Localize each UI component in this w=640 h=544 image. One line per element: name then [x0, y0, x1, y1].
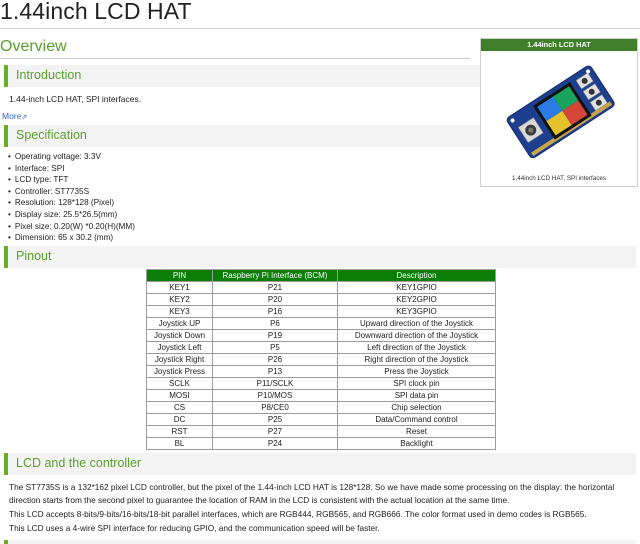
pin-cell: KEY2 — [147, 294, 213, 306]
pin-cell: Joystick UP — [147, 318, 213, 330]
bcm-cell: P16 — [213, 306, 338, 318]
spec-item: • Pixel size: 0.20(W) *0.20(H)(MM) — [8, 221, 135, 233]
image-caption: 1.44inch LCD HAT, SPI interfaces — [511, 175, 607, 182]
lcd-paragraph: This LCD uses a 4-wire SPI interface for reducing GPIO, and the communication speed will be faster. — [9, 523, 380, 533]
pin-cell: BL — [147, 438, 213, 450]
table-row — [147, 414, 496, 426]
description-cell: Left direction of the Joystick — [338, 342, 496, 354]
pin-cell: Joystick Press — [147, 366, 213, 378]
table-row — [147, 378, 496, 390]
lcd-hat-product-image[interactable] — [481, 51, 637, 171]
spec-item: • Resolution: 128*128 (Pixel) — [8, 197, 135, 209]
column-header: PIN — [147, 270, 213, 282]
table-row — [147, 294, 496, 306]
pin-cell: MOSI — [147, 390, 213, 402]
pin-cell: Joystick Left — [147, 342, 213, 354]
table-row — [147, 330, 496, 342]
description-cell: SPI data pin — [338, 390, 496, 402]
table-row — [147, 318, 496, 330]
description-cell: KEY3GPIO — [338, 306, 496, 318]
pinout-table — [146, 269, 496, 450]
bcm-cell: P5 — [213, 342, 338, 354]
bcm-cell: P25 — [213, 414, 338, 426]
spec-item: • Operating voltage: 3.3V — [8, 151, 135, 163]
table-row — [147, 390, 496, 402]
spec-item: • Controller: ST7735S — [8, 186, 135, 198]
pin-cell: SCLK — [147, 378, 213, 390]
description-cell: Backlight — [338, 438, 496, 450]
bcm-cell: P21 — [213, 282, 338, 294]
bcm-cell: P19 — [213, 330, 338, 342]
bcm-cell: P27 — [213, 426, 338, 438]
overview-heading: Overview — [0, 38, 67, 55]
spec-item: • LCD type: TFT — [8, 174, 135, 186]
more-link-label: More — [2, 111, 22, 121]
description-cell: KEY1GPIO — [338, 282, 496, 294]
table-row — [147, 426, 496, 438]
description-cell: KEY2GPIO — [338, 294, 496, 306]
description-cell: Reset — [338, 426, 496, 438]
next-section-header — [4, 540, 636, 544]
description-cell: Press the Joystick — [338, 366, 496, 378]
lcd-paragraph: This LCD accepts 8-bits/9-bits/16-bits/18-bit parallel interfaces, which are RGB444, RGB565, and RGB666. The color format used in demo codes is RGB565. — [9, 509, 587, 519]
table-row — [147, 366, 496, 378]
table-row — [147, 354, 496, 366]
pinout-heading: Pinout — [16, 249, 52, 263]
pin-cell: Joystick Down — [147, 330, 213, 342]
pinout-section-header — [4, 246, 636, 268]
bcm-cell: P20 — [213, 294, 338, 306]
title-divider — [0, 28, 640, 29]
table-row — [147, 402, 496, 414]
bcm-cell: P26 — [213, 354, 338, 366]
bcm-cell: P11/SCLK — [213, 378, 338, 390]
description-cell: Chip selection — [338, 402, 496, 414]
bcm-cell: P6 — [213, 318, 338, 330]
spec-item: • Dimension: 65 x 30.2 (mm) — [8, 232, 135, 244]
pin-cell: CS — [147, 402, 213, 414]
column-header: Description — [338, 270, 496, 282]
lcd-controller-heading: LCD and the controller — [16, 456, 142, 470]
pin-cell: KEY1 — [147, 282, 213, 294]
product-image-card — [480, 38, 638, 187]
specification-heading: Specification — [16, 128, 87, 142]
introduction-text: 1.44-inch LCD HAT, SPI interfaces. — [9, 94, 142, 104]
more-link[interactable] — [2, 111, 27, 121]
description-cell: Upward direction of the Joystick — [338, 318, 496, 330]
pin-cell: Joystick Right — [147, 354, 213, 366]
overview-divider — [0, 58, 470, 59]
description-cell: Right direction of the Joystick — [338, 354, 496, 366]
description-cell: Data/Command control — [338, 414, 496, 426]
pin-cell: DC — [147, 414, 213, 426]
bcm-cell: P8/CE0 — [213, 402, 338, 414]
table-row — [147, 342, 496, 354]
spec-item: • Interface: SPI — [8, 163, 135, 175]
table-row — [147, 282, 496, 294]
spec-item: • Display size: 25.5*26.5(mm) — [8, 209, 135, 221]
column-header: Raspberry Pi Interface (BCM) — [213, 270, 338, 282]
table-row — [147, 306, 496, 318]
pin-cell: RST — [147, 426, 213, 438]
bcm-cell: P10/MOS — [213, 390, 338, 402]
description-cell: SPI clock pin — [338, 378, 496, 390]
bcm-cell: P24 — [213, 438, 338, 450]
specification-list — [8, 151, 135, 244]
external-link-icon: ⇗ — [21, 114, 28, 121]
bcm-cell: P13 — [213, 366, 338, 378]
table-header-row — [147, 270, 496, 282]
description-cell: Downward direction of the Joystick — [338, 330, 496, 342]
introduction-heading: Introduction — [16, 68, 82, 82]
table-row — [147, 438, 496, 450]
pin-cell: KEY3 — [147, 306, 213, 318]
lcd-paragraph: direction starts from the second pixel to guarantee the location of RAM in the LCD is consistent with the actual location at the same time. — [9, 495, 510, 505]
page-title: 1.44inch LCD HAT — [0, 0, 192, 24]
lcd-paragraph: The ST7735S is a 132*162 pixel LCD controller, but the pixel of the 1.44-inch LCD HAT is 128*128. So we have made some processing on the display: the horizontal — [9, 482, 615, 492]
lcd-controller-section-header — [4, 453, 636, 475]
image-card-title: 1.44inch LCD HAT — [481, 39, 637, 51]
